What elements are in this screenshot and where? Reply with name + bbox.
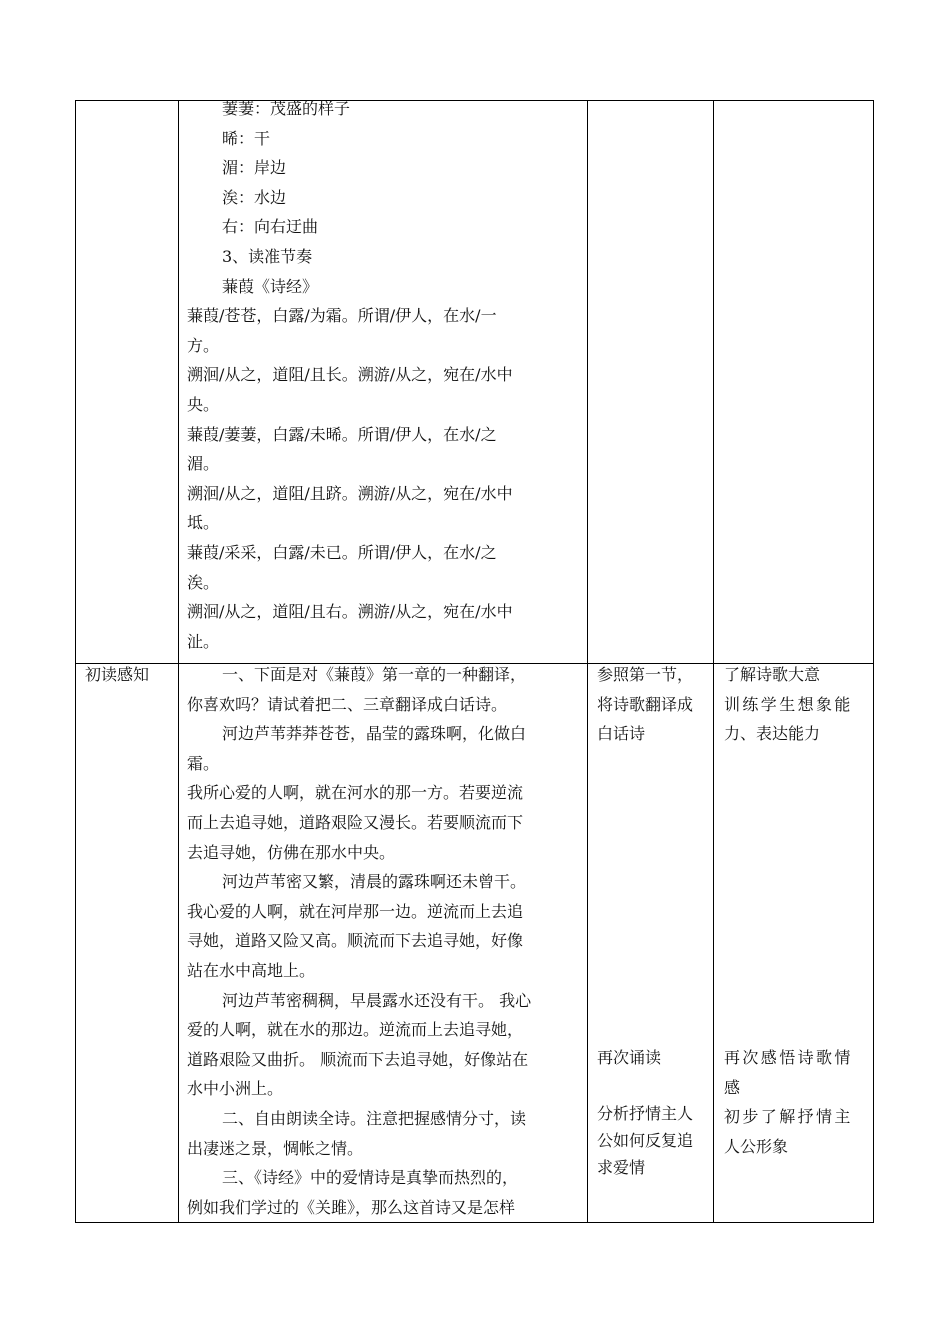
- text-line: 沚。: [187, 631, 220, 651]
- text-line: 河边芦苇莽莽苍苍，晶莹的露珠啊，化做白: [222, 724, 527, 744]
- text-line: 站在水中高地上。: [187, 960, 316, 980]
- text-line: 我所心爱的人啊，就在河水的那一方。若要逆流: [187, 783, 524, 803]
- text-line: 出凄迷之景，惆帐之情。: [187, 1138, 364, 1158]
- row2-content-cell: [187, 660, 531, 1222]
- text-line: 白话诗: [597, 724, 646, 744]
- text-line: 方。: [187, 335, 220, 355]
- row1-content-cell: [187, 94, 513, 656]
- section-label: 初读感知: [85, 665, 150, 684]
- section-label-cell: [85, 660, 149, 690]
- text-line: 河边芦苇密稠稠，早晨露水还没有干。 我心: [222, 990, 532, 1010]
- text-line: 一、下面是对《蒹葭》第一章的一种翻译，: [222, 665, 527, 684]
- text-line: 蒹葭/采采，白露/未已。所谓/伊人，在水/之: [187, 542, 497, 562]
- student-activity-cell: [597, 660, 693, 749]
- text-line: 人公形象: [724, 1136, 789, 1156]
- text-line: 力、表达能力: [724, 724, 821, 744]
- text-line: 初步了解抒情主: [724, 1107, 853, 1127]
- text-line: 二、自由朗读全诗。注意把握感情分寸，读: [222, 1108, 527, 1128]
- text-line: 坻。: [187, 513, 220, 533]
- column-divider: [178, 101, 179, 1222]
- text-line: 霜。: [187, 753, 220, 773]
- text-line: 寻她，道路又险又高。顺流而下去追寻她，好像: [187, 931, 524, 951]
- text-line: 了解诗歌大意: [724, 665, 821, 684]
- text-line: 再次诵读: [597, 1048, 662, 1067]
- text-line: 溯洄/从之，道阻/且右。溯游/从之，宛在/水中: [187, 602, 513, 622]
- design-intent-cell: [724, 1043, 853, 1161]
- text-line: 3、读准节奏: [222, 246, 313, 266]
- text-line: 湄。: [187, 454, 220, 474]
- text-line: 训练学生想象能: [724, 694, 853, 714]
- text-line: 溯洄/从之，道阻/且跻。溯游/从之，宛在/水中: [187, 483, 513, 503]
- text-line: 我心爱的人啊，就在河岸那一边。逆流而上去追: [187, 901, 524, 921]
- text-line: 萋萋：茂盛的样子: [222, 99, 351, 118]
- text-line: 分析抒情主人: [597, 1104, 694, 1123]
- text-line: 右：向右迂曲: [222, 217, 319, 237]
- text-line: 求爱情: [597, 1158, 646, 1177]
- column-divider: [713, 101, 714, 1222]
- design-intent-cell: [724, 660, 853, 749]
- text-line: 道路艰险又曲折。 顺流而下去追寻她，好像站在: [187, 1049, 529, 1069]
- student-activity-cell: [597, 1100, 693, 1181]
- text-line: 涘。: [187, 572, 220, 592]
- text-line: 湄：岸边: [222, 158, 287, 178]
- column-divider: [587, 101, 588, 1222]
- text-line: 将诗歌翻译成: [597, 694, 694, 714]
- text-line: 你喜欢吗？请试着把二、三章翻译成白话诗。: [187, 694, 508, 714]
- text-line: 例如我们学过的《关雎》，那么这首诗又是怎样: [187, 1197, 516, 1217]
- text-line: 水中小洲上。: [187, 1079, 284, 1099]
- text-line: 蒹葭/萋萋，白露/未晞。所谓/伊人，在水/之: [187, 424, 497, 444]
- text-line: 溯洄/从之，道阻/且长。溯游/从之，宛在/水中: [187, 365, 513, 385]
- text-line: 而上去追寻她，道路艰险又漫长。若要顺流而下: [187, 812, 524, 832]
- text-line: 再次感悟诗歌情: [724, 1048, 853, 1067]
- text-line: 公如何反复追: [597, 1131, 694, 1150]
- student-activity-cell: [597, 1043, 661, 1073]
- text-line: 央。: [187, 394, 220, 414]
- text-line: 蒹葭《诗经》: [222, 276, 319, 296]
- text-line: 涘：水边: [222, 187, 287, 207]
- text-line: 爱的人啊，就在水的那边。逆流而上去追寻她，: [187, 1020, 524, 1040]
- text-line: 蒹葭/苍苍，白露/为霜。所谓/伊人，在水/一: [187, 306, 497, 326]
- text-line: 河边芦苇密又繁，清晨的露珠啊还未曾干。: [222, 872, 527, 892]
- text-line: 三、《诗经》中的爱情诗是真挚而热烈的，: [222, 1168, 519, 1188]
- text-line: 感: [724, 1077, 741, 1097]
- text-line: 晞：干: [222, 128, 271, 148]
- text-line: 去追寻她，仿佛在那水中央。: [187, 842, 396, 862]
- text-line: 参照第一节，: [597, 665, 694, 684]
